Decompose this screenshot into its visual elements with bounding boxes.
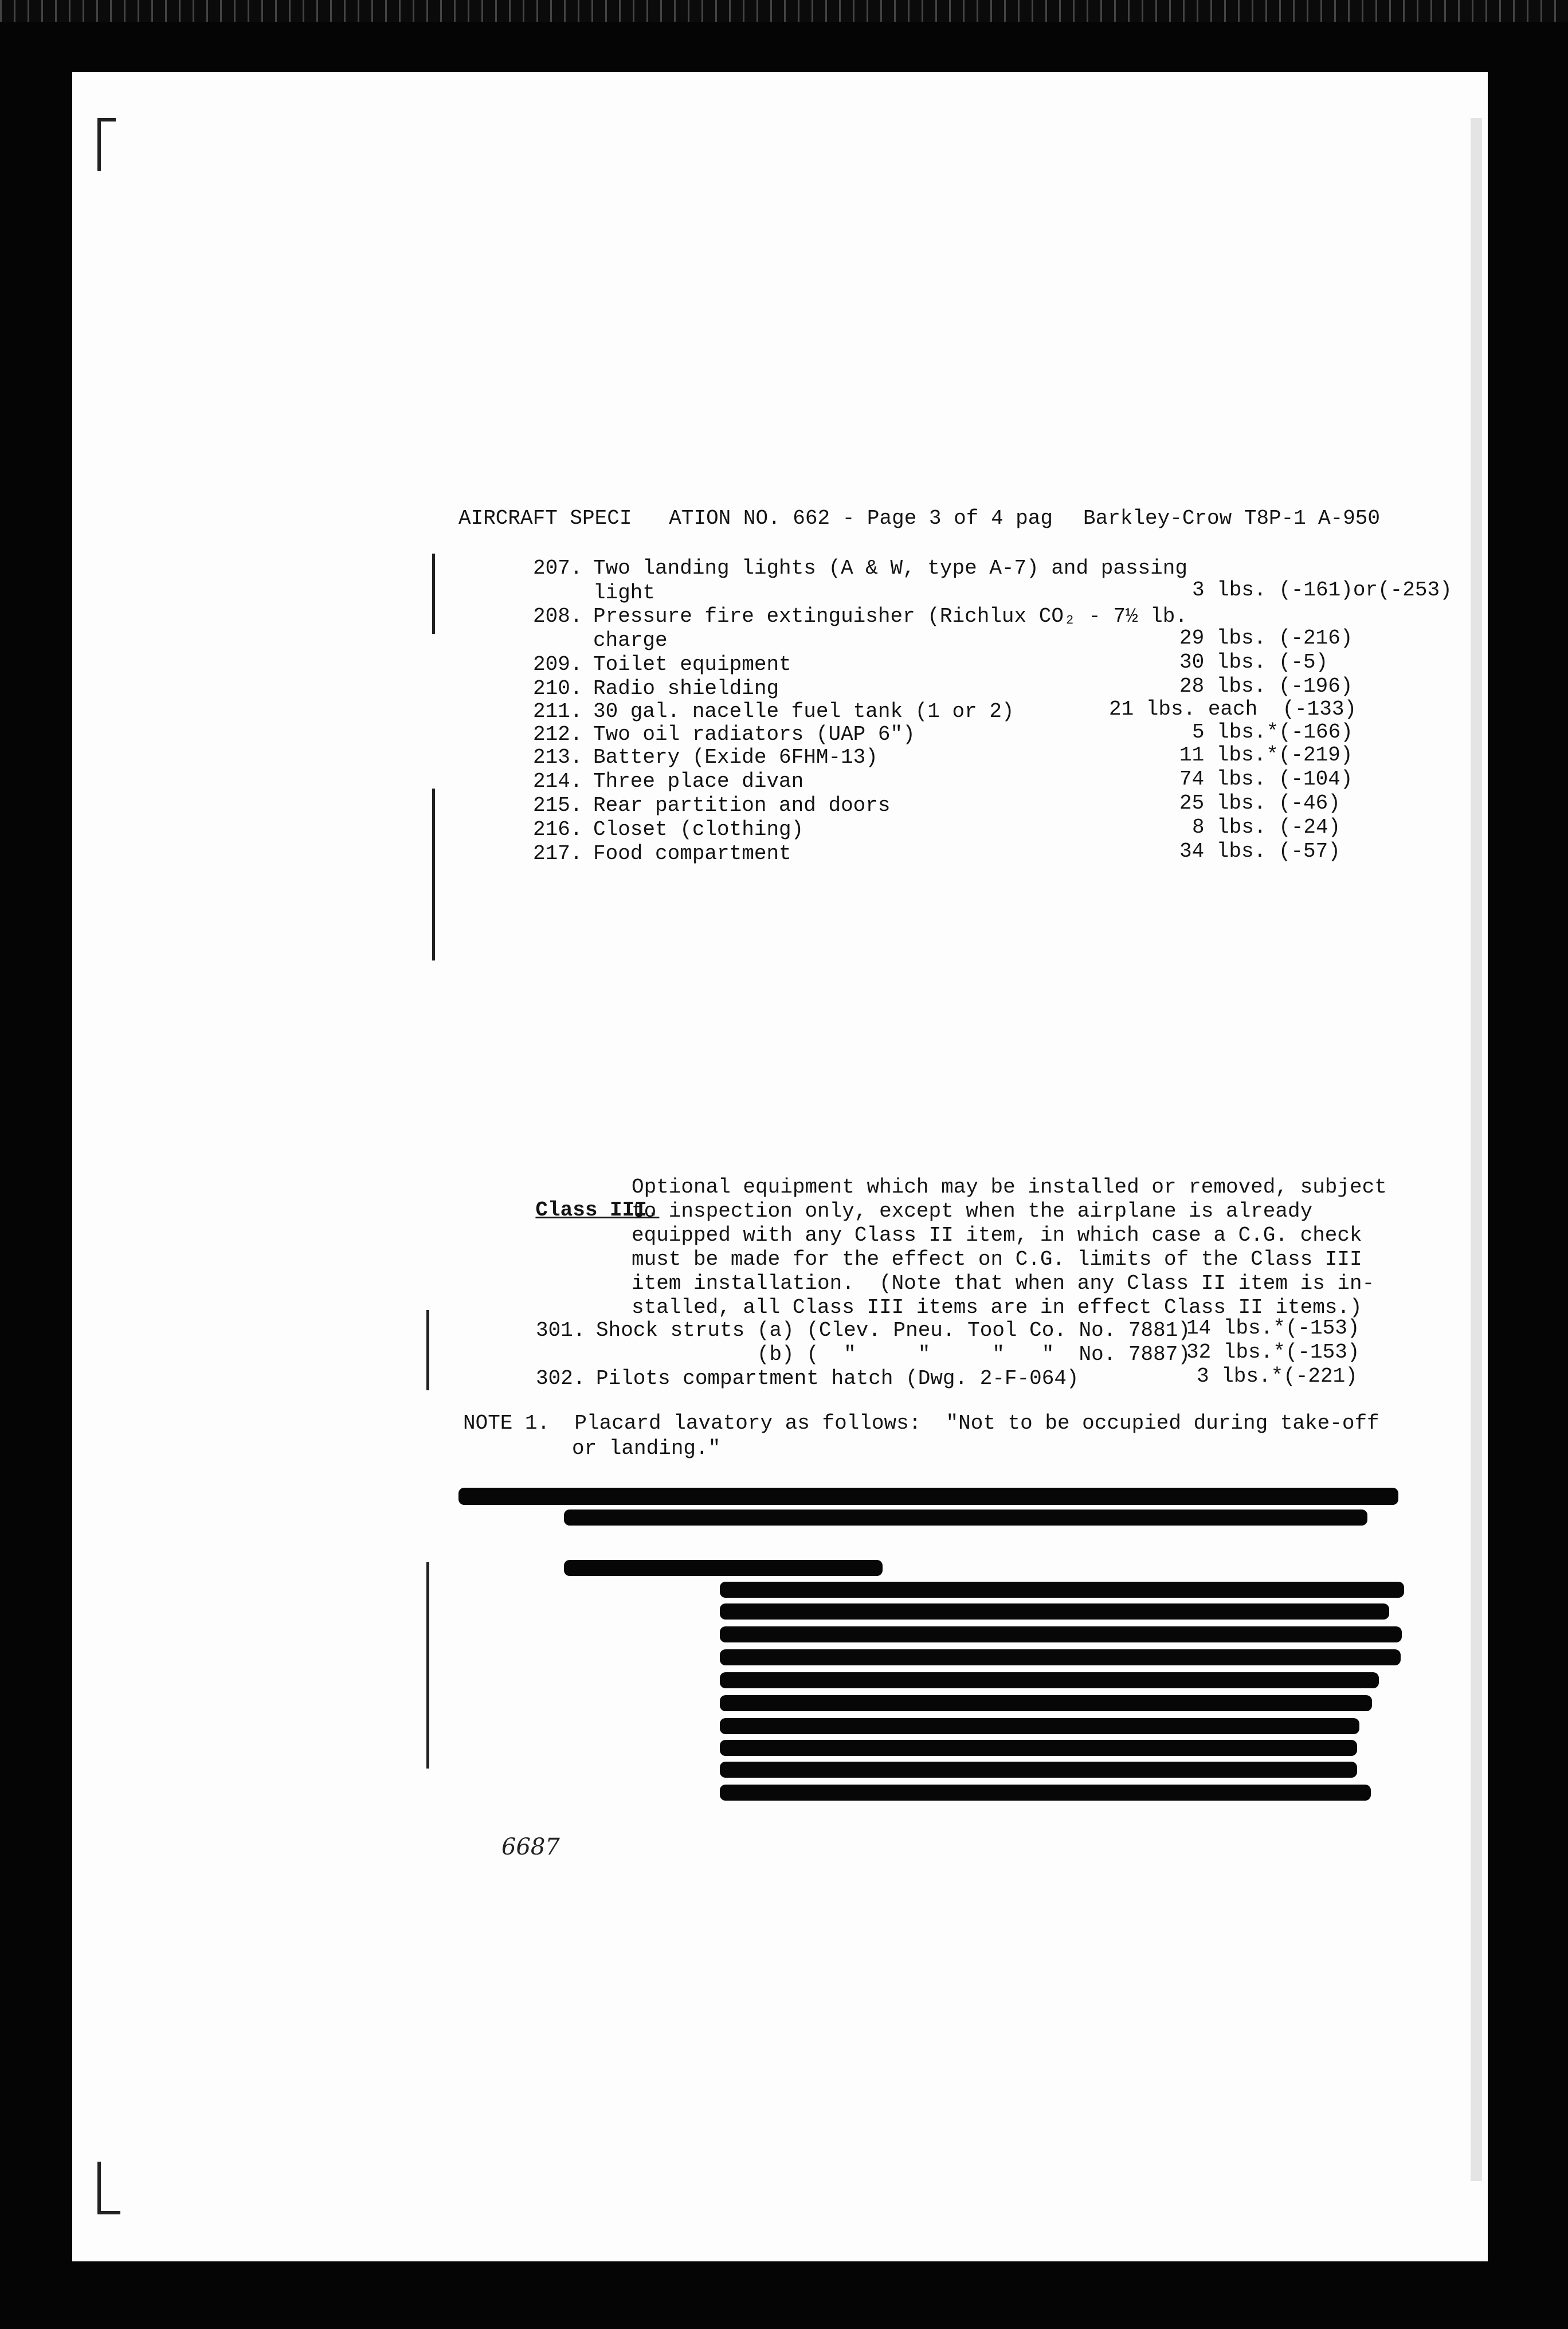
redaction-bar (458, 1488, 1398, 1505)
note1-line1: NOTE 1. Placard lavatory as follows: "Not to be occupied during take-off (463, 1411, 1379, 1435)
item-value: 8 lbs. (-24) (1192, 815, 1341, 839)
item-description: Shock struts (a) (Clev. Pneu. Tool Co. No. 7881) (596, 1319, 1190, 1342)
item-value: 30 lbs. (-5) (1179, 650, 1328, 674)
redaction-bar (720, 1762, 1357, 1778)
item-description: Toilet equipment (593, 653, 791, 676)
item-value: 32 lbs.*(-153) (1186, 1340, 1360, 1364)
item-description: Closet (clothing) (593, 818, 804, 841)
crop-mark-top-left (97, 118, 101, 171)
item-value: 74 lbs. (-104) (1179, 767, 1353, 791)
spec-header-code: A-950 (1318, 507, 1381, 530)
handwritten-number: 6687 (501, 1834, 560, 1860)
item-number: 301. (536, 1319, 586, 1342)
item-number: 302. (536, 1367, 586, 1390)
note1-line2: or landing." (572, 1437, 721, 1460)
redaction-bar (564, 1560, 883, 1576)
item-number: 211. (533, 700, 583, 723)
item-number: 208. (533, 605, 583, 628)
margin-rule (432, 554, 435, 634)
item-description: light (593, 581, 656, 605)
item-description: Battery (Exide 6FHM-13) (593, 746, 878, 769)
item-value: 14 lbs.*(-153) (1186, 1316, 1360, 1340)
page-edge-shadow (1471, 118, 1482, 2181)
redaction-bar (720, 1695, 1372, 1711)
redaction-bar (720, 1603, 1389, 1620)
class3-text-line: item installation. (Note that when any Class II item is in- (632, 1272, 1375, 1295)
item-description: Rear partition and doors (593, 794, 891, 817)
margin-rule (432, 789, 435, 960)
item-number: 212. (533, 723, 583, 746)
item-description: 30 gal. nacelle fuel tank (1 or 2) (593, 700, 1014, 723)
item-description: Three place divan (593, 770, 804, 793)
crop-mark-bottom-left-h (97, 2211, 120, 2214)
redaction-bar (720, 1672, 1379, 1688)
class3-text-line: Optional equipment which may be installed or removed, subject (632, 1175, 1387, 1199)
margin-rule (426, 1562, 429, 1769)
class3-text-line: equipped with any Class II item, in which case a C.G. check (632, 1224, 1362, 1247)
item-value: 25 lbs. (-46) (1179, 791, 1340, 815)
class3-label-text: Class III. (535, 1198, 660, 1222)
item-value: 21 lbs. each (-133) (1109, 697, 1357, 721)
class3-text-line: stalled, all Class III items are in effect Class II items.) (632, 1296, 1362, 1319)
item-description: Two landing lights (A & W, type A-7) and passing (593, 556, 1187, 580)
redaction-bar (720, 1626, 1402, 1642)
spec-header-model: Barkley-Crow T8P-1 (1083, 507, 1306, 530)
item-value: 34 lbs. (-57) (1179, 840, 1340, 863)
item-value: 11 lbs.*(-219) (1179, 743, 1353, 767)
item-description: Food compartment (593, 842, 791, 865)
spec-header-title: AIRCRAFT SPECI ATION NO. 662 - Page 3 of 4 pag (458, 507, 1053, 530)
redaction-bar (720, 1582, 1404, 1598)
item-value: 5 lbs.*(-166) (1192, 720, 1353, 744)
item-description: Pressure fire extinguisher (Richlux CO₂ - 7½ lb. (593, 605, 1187, 628)
item-number: 214. (533, 770, 583, 793)
item-number: 210. (533, 677, 583, 700)
redaction-bar (720, 1718, 1359, 1734)
class3-text-line: to inspection only, except when the airplane is already (632, 1199, 1313, 1223)
redaction-bar (720, 1649, 1401, 1665)
class3-text-line: must be made for the effect on C.G. limits of the Class III (632, 1248, 1362, 1271)
item-description: (b) ( " " " " No. 7887) (596, 1343, 1190, 1366)
margin-rule (426, 1310, 429, 1390)
item-number: 215. (533, 794, 583, 817)
crop-mark-bottom-left (97, 2162, 101, 2214)
redaction-bar (720, 1785, 1371, 1801)
redaction-bar (720, 1740, 1357, 1756)
item-value: 3 lbs.*(-221) (1197, 1365, 1358, 1388)
item-number: 207. (533, 556, 583, 580)
item-number: 217. (533, 842, 583, 865)
item-number: 216. (533, 818, 583, 841)
item-description: Radio shielding (593, 677, 779, 700)
item-description: Two oil radiators (UAP 6") (593, 723, 915, 746)
crop-mark-top-left-h (97, 118, 116, 121)
film-edge (0, 0, 1568, 22)
item-number: 213. (533, 746, 583, 769)
item-number: 209. (533, 653, 583, 676)
redaction-bar (564, 1509, 1367, 1526)
item-description: charge (593, 629, 668, 652)
item-value: 3 lbs. (-161)or(-253) (1192, 578, 1452, 602)
item-value: 29 lbs. (-216) (1179, 626, 1353, 650)
item-value: 28 lbs. (-196) (1179, 675, 1353, 698)
document-page (72, 72, 1488, 2261)
item-description: Pilots compartment hatch (Dwg. 2-F-064) (596, 1367, 1079, 1390)
